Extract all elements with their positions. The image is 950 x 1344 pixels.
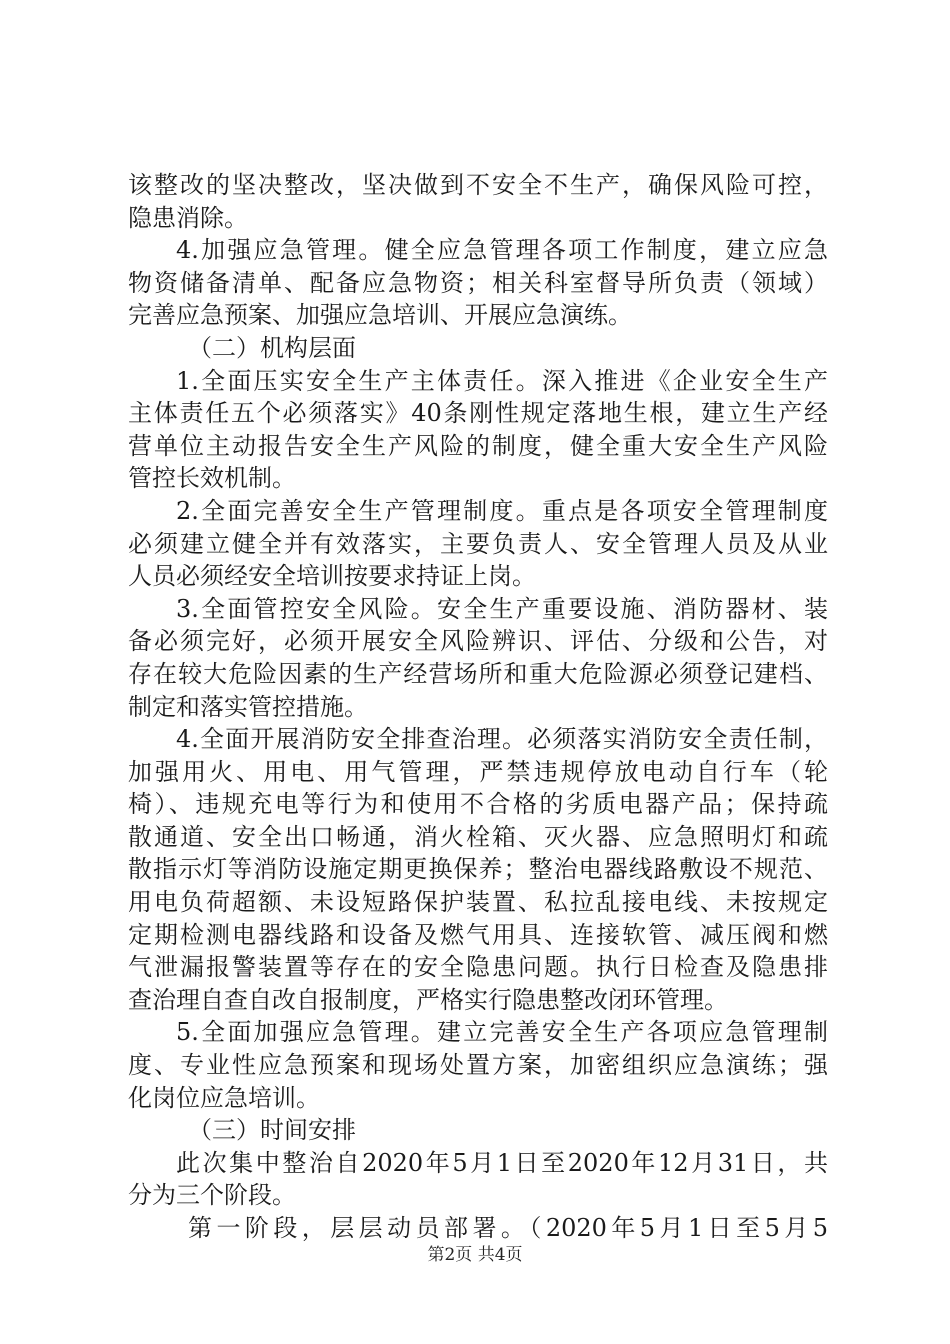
text-line: 第一阶段，层层动员部署。（2020年5月1日至5月5 [188, 1214, 828, 1242]
text-line: 气泄漏报警装置等存在的安全隐患问题。执行日检查及隐患排 [128, 953, 828, 982]
text-line: 分为三个阶段。 [128, 1181, 296, 1210]
text-line: 加强用火、用电、用气管理，严禁违规停放电动自行车（轮 [128, 757, 828, 786]
text-line: 4.加强应急管理。健全应急管理各项工作制度，建立应急 [176, 236, 828, 265]
text-line: 5.全面加强应急管理。建立完善安全生产各项应急管理制 [176, 1018, 828, 1047]
text-line: 制定和落实管控措施。 [128, 692, 368, 721]
text-line: 存在较大危险因素的生产经营场所和重大危险源必须登记建档、 [128, 659, 828, 688]
text-line: 查治理自查自改自报制度，严格实行隐患整改闭环管理。 [128, 985, 728, 1014]
text-line: 此次集中整治自2020年5月1日至2020年12月31日，共 [176, 1148, 828, 1177]
text-line: 2.全面完善安全生产管理制度。重点是各项安全管理制度 [176, 496, 828, 525]
text-line: 人员必须经安全培训按要求持证上岗。 [128, 562, 536, 591]
text-line: 隐患消除。 [128, 203, 248, 232]
text-line: 化岗位应急培训。 [128, 1083, 320, 1112]
text-line: 散通道、安全出口畅通，消火栓箱、灭火器、应急照明灯和疏 [128, 822, 828, 851]
text-line: 主体责任五个必须落实》40条刚性规定落地生根，建立生产经 [128, 399, 828, 428]
text-line: 1.全面压实安全生产主体责任。深入推进《企业安全生产 [176, 366, 828, 395]
text-line: （二）机构层面 [188, 333, 356, 362]
text-line: 物资储备清单、配备应急物资；相关科室督导所负责（领域） [128, 268, 828, 297]
text-line: 该整改的坚决整改，坚决做到不安全不生产，确保风险可控， [128, 171, 828, 199]
text-line: 3.全面管控安全风险。安全生产重要设施、消防器材、装 [176, 594, 828, 623]
text-line: 椅）、违规充电等行为和使用不合格的劣质电器产品；保持疏 [128, 790, 828, 819]
page-footer: 第2页 共4页 [427, 1245, 523, 1265]
text-line: 4.全面开展消防安全排查治理。必须落实消防安全责任制， [176, 725, 828, 754]
text-line: 散指示灯等消防设施定期更换保养；整治电器线路敷设不规范、 [128, 855, 828, 884]
text-line: 备必须完好，必须开展安全风险辨识、评估、分级和公告，对 [128, 627, 828, 656]
text-line: 度、专业性应急预案和现场处置方案，加密组织应急演练；强 [128, 1051, 828, 1080]
text-line: 完善应急预案、加强应急培训、开展应急演练。 [128, 301, 632, 330]
text-line: 必须建立健全并有效落实，主要负责人、安全管理人员及从业 [128, 529, 828, 558]
text-line: （三）时间安排 [188, 1116, 356, 1145]
text-line: 定期检测电器线路和设备及燃气用具、连接软管、减压阀和燃 [128, 920, 828, 949]
document-body [128, 169, 828, 1245]
text-line: 管控长效机制。 [128, 464, 296, 493]
text-line: 营单位主动报告安全生产风险的制度，健全重大安全生产风险 [128, 431, 828, 460]
text-line: 用电负荷超额、未设短路保护装置、私拉乱接电线、未按规定 [128, 888, 828, 917]
